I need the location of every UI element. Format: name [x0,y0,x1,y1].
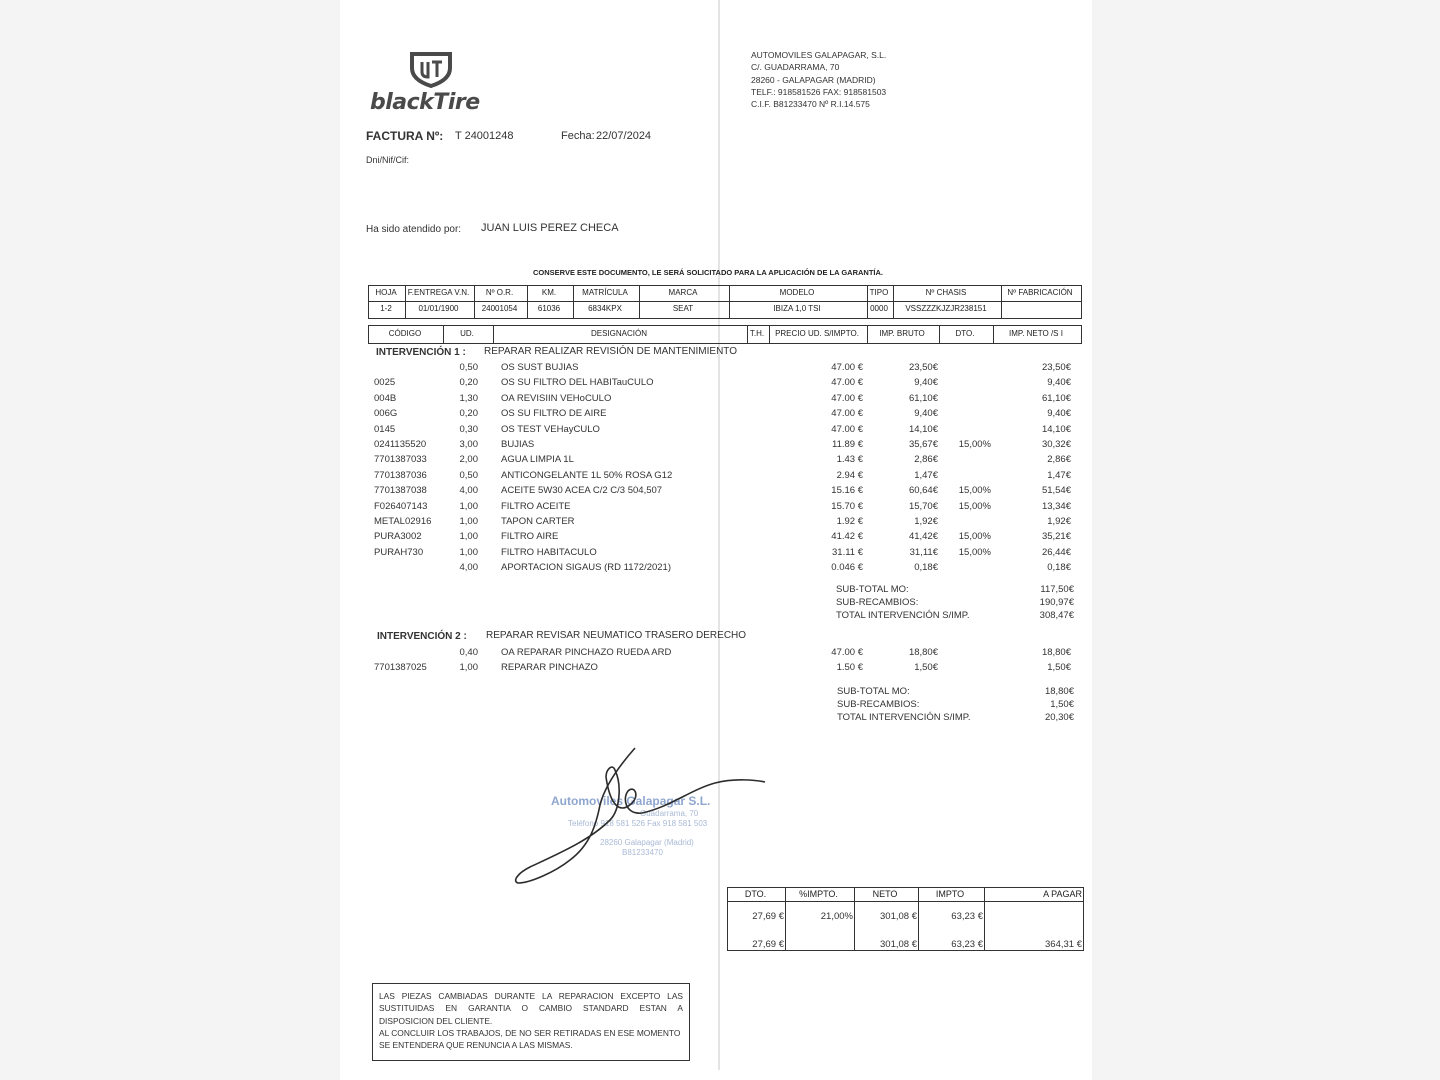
line-units: 1,00 [459,546,478,558]
line-unit-price: 47.00 € [831,392,863,404]
disclaimer-box [372,983,690,1061]
line-units: 1,00 [459,516,478,527]
line-net: 30,32€ [1041,439,1071,450]
vehicle-header-or: Nº O.R. [485,288,514,297]
line-net: 0,18€ [1047,562,1071,574]
line-gross: 1,92€ [914,516,938,527]
line-code: 7701387036 [374,469,427,481]
line-description: REPARAR PINCHAZO [501,662,598,674]
line-description: ACEITE 5W30 ACEA C/2 C/3 504,507 [501,485,663,497]
line-gross: 2,86€ [914,454,938,466]
line-code: 7701387038 [374,485,427,497]
line-discount: 15,00% [958,500,991,512]
totals-dto-2: 27,69 € [752,939,784,950]
line-unit-price: 11.89 € [832,439,863,450]
line-description: OA REPARAR PINCHAZO RUEDA ARD [501,647,672,658]
vehicle-header-tipo: TIPO [869,288,889,297]
col-precio: PRECIO UD. S/IMPTO. [775,329,859,338]
line-unit-price: 47.00 € [831,408,863,420]
line-gross: 61,10€ [908,392,938,404]
line-description: AGUA LIMPIA 1L [501,454,574,466]
line-description: OS SU FILTRO DEL HABITauCULO [501,377,654,389]
line-code: 0241135520 [374,439,427,450]
line-code: PURAH730 [374,546,424,558]
line-units: 0,20 [459,408,478,420]
line-units: 0,20 [459,377,478,389]
intervention2-subtotal-labels [837,685,971,724]
line-description: FILTRO ACEITE [501,500,571,512]
line-code: PURA3002 [374,531,422,543]
col-bruto: IMP. BRUTO [879,329,925,338]
line-net: 9,40€ [1047,377,1071,389]
total-a-pagar: 364,31 € [1045,939,1082,950]
line-code: F026407143 [374,500,428,512]
col-neto: IMP. NETO /S I [1009,329,1063,338]
vehicle-header-fabricacion: Nº FABRICACIÓN [1007,288,1073,297]
subtotal-mo-label: SUB-TOTAL MO: [836,584,909,595]
total2-intervention-label: TOTAL INTERVENCIÓN S/IMP. [837,712,971,723]
line-code: 0025 [374,377,396,389]
line-net: 1,47€ [1047,469,1071,481]
line-discount: 15,00% [958,485,991,497]
col-ud: UD. [460,329,474,338]
table-row [0,424,1440,439]
line-unit-price: 15.16 € [831,485,863,497]
line-description: OS SU FILTRO DE AIRE [501,408,607,420]
line-unit-price: 41.42 € [831,531,863,543]
col-codigo: CÓDIGO [388,329,422,338]
line-gross: 1,50€ [914,662,938,674]
line-net: 2,86€ [1047,454,1071,466]
line-unit-price: 47.00 € [831,423,863,435]
company-street: C/. GUADARRAMA, 70 [751,62,840,73]
subtotal2-recambios-value: 1,50€ [1050,699,1074,710]
line-net: 13,34€ [1041,500,1071,512]
line-code: 0145 [374,423,396,435]
dni-label: Dni/Nif/Cif: [366,155,410,165]
line-gross: 9,40€ [914,377,938,389]
table-row [0,439,1440,454]
line-description: ANTICONGELANTE 1L 50% ROSA G12 [501,469,673,481]
line-net: 1,92€ [1047,516,1071,527]
totals-neto-1: 301,08 € [880,911,917,922]
company-name: AUTOMOVILES GALAPAGAR, S.L. [751,50,887,60]
line-gross: 15,70€ [908,500,938,512]
subtotal-recambios-value: 190,97€ [1039,597,1074,608]
table-row [0,393,1440,408]
total-intervention-value: 308,47€ [1039,610,1074,621]
line-net: 23,50€ [1041,362,1071,373]
line-discount: 15,00% [958,439,991,450]
vehicle-header-modelo: MODELO [779,288,815,297]
totals-header-dto: DTO. [744,889,767,899]
line-gross: 35,67€ [908,439,938,450]
line-gross: 31,11€ [909,546,938,558]
line-unit-price: 47.00 € [831,377,863,389]
line-description: FILTRO HABITACULO [501,546,597,558]
line-gross: 18,80€ [908,647,938,658]
disclaimer-line-3: DISPOSICION DEL CLIENTE. [379,1015,493,1026]
line-unit-price: 31.11 € [832,546,863,558]
line-code: 006G [374,408,398,420]
attended-label: Ha sido atendido por: [366,224,462,235]
table-row [0,516,1440,531]
table-row [0,647,1440,662]
line-description: TAPON CARTER [501,516,575,527]
line-description: OA REVISIIN VEHoCULO [501,392,612,404]
line-net: 35,21€ [1041,531,1071,543]
line-unit-price: 1.92 € [836,516,863,527]
line-description: APORTACION SIGAUS (RD 1172/2021) [501,562,672,574]
intervention2-subtotal-values [1000,685,1074,724]
subtotal-mo-value: 117,50€ [1040,584,1074,595]
table-row [0,662,1440,677]
totals-header-impto: IMPTO [935,889,965,899]
table-row [0,454,1440,469]
invoice-date: 22/07/2024 [596,130,652,142]
line-units: 1,00 [459,500,478,512]
vehicle-km: 61036 [537,304,561,313]
company-cif: C.I.F. B81233470 Nº R.I.14.575 [751,99,870,110]
warranty-notice: CONSERVE ESTE DOCUMENTO, LE SERÁ SOLICITADO PARA LA APLICACIÓN DE LA GARANTÍA. [533,268,884,277]
line-code: 7701387025 [374,662,427,674]
stamp-cif: B81233470 [622,848,663,857]
line-units: 0,30 [459,423,478,435]
table-row [0,377,1440,392]
line-net: 26,44€ [1041,546,1071,558]
line-code: 004B [374,392,397,404]
table-row [0,362,1440,377]
disclaimer-line-2: SUSTITUIDAS EN GARANTIA O CAMBIO STANDARD ESTAN A [379,1003,683,1014]
intervention1-title: REPARAR REALIZAR REVISIÓN DE MANTENIMIENTO [484,346,738,357]
totals-impto-1: 63,23 € [951,911,983,922]
company-info [751,49,886,110]
line-units: 3,00 [459,439,478,450]
vehicle-entrega: 01/01/1900 [418,304,459,313]
line-unit-price: 1.43 € [836,454,863,466]
stamp-street: Guadarrama, 70 [640,809,699,818]
line-units: 0,50 [459,362,478,373]
shield-logo-icon [408,50,454,88]
vehicle-header-km: KM. [541,288,557,297]
col-dto: DTO. [955,329,975,338]
line-discount: 15,00% [958,546,991,558]
line-gross: 9,40€ [914,408,938,420]
line-description: OS TEST VEHayCULO [501,423,600,435]
table-row [0,408,1440,423]
vehicle-modelo: IBIZA 1,0 TSI [773,304,821,313]
vehicle-or: 24001054 [481,304,518,313]
vehicle-header-chasis: Nº CHASIS [925,288,967,297]
line-units: 0,40 [459,647,478,658]
intervention1-label: INTERVENCIÓN 1 : [376,347,466,358]
line-unit-price: 2.94 € [836,469,863,481]
line-unit-price: 47.00 € [831,647,863,658]
line-net: 18,80€ [1041,647,1071,658]
totals-dto-1: 27,69 € [752,911,784,922]
line-gross: 1,47€ [914,469,938,481]
subtotal2-mo-label: SUB-TOTAL MO: [837,686,910,697]
line-units: 1,00 [459,662,478,674]
vehicle-matricula: 6834KPX [588,304,622,313]
line-discount: 15,00% [958,531,991,543]
invoice-number: T 24001248 [455,130,514,142]
vehicle-header-matricula: MATRÍCULA [582,288,628,297]
intervention2-label: INTERVENCIÓN 2 : [377,631,467,642]
line-gross: 0,18€ [914,562,938,574]
totals-impto-2: 63,23 € [951,939,983,950]
line-unit-price: 0.046 € [831,562,863,574]
table-row [0,485,1440,500]
table-row [0,531,1440,546]
disclaimer-line-4: AL CONCLUIR LOS TRABAJOS, DE NO SER RETIRADAS EN ESE MOMENTO [379,1027,681,1038]
total-intervention-label: TOTAL INTERVENCIÓN S/IMP. [836,610,970,621]
intervention1-subtotal-values [1000,583,1074,622]
vehicle-header-hoja: HOJA [375,288,397,297]
line-units: 1,30 [459,392,478,404]
totals-header-impto-pct: %IMPTO. [799,889,838,899]
line-units: 4,00 [459,485,478,497]
totals-neto-2: 301,08 € [880,939,917,950]
company-phone: TELF.: 918581526 FAX: 918581503 [751,86,887,97]
vehicle-header-entrega: F.ENTREGA V.N. [407,288,470,297]
table-row [0,470,1440,485]
line-gross: 23,50€ [908,362,938,373]
totals-impto-pct-1: 21,00% [820,911,853,922]
company-city: 28260 - GALAPAGAR (MADRID) [751,74,876,85]
line-unit-price: 15.70 € [831,500,863,512]
totals-header-neto: NETO [872,889,898,899]
vehicle-marca: SEAT [672,304,694,313]
line-net: 61,10€ [1041,392,1071,404]
line-gross: 14,10€ [908,423,938,435]
brand-logo: blackTire [370,90,480,115]
line-description: FILTRO AIRE [501,531,559,543]
invoice-date-label: Fecha: [561,130,595,142]
subtotal2-recambios-label: SUB-RECAMBIOS: [837,699,920,710]
line-net: 9,40€ [1047,408,1071,420]
line-code: 7701387033 [374,454,427,466]
table-row [0,547,1440,562]
line-code: METAL02916 [374,516,432,527]
line-units: 4,00 [459,562,478,574]
table-row [0,501,1440,516]
col-designacion: DESIGNACIÓN [590,329,647,338]
line-description: OS SUST BUJIAS [501,362,579,373]
disclaimer-line-5: SE ENTENDERA QUE RENUNCIA A LAS MISMAS. [379,1040,573,1051]
vehicle-header-marca: MARCA [668,288,698,297]
totals-header-a-pagar: A PAGAR [1043,889,1082,899]
vehicle-tipo: 0000 [870,304,888,313]
line-gross: 41,42€ [908,531,938,543]
invoice-number-label: FACTURA Nº: [366,129,444,143]
signature [510,745,770,890]
attended-by: JUAN LUIS PEREZ CHECA [481,222,619,234]
subtotal2-mo-value: 18,80€ [1044,686,1074,697]
line-unit-price: 47.00 € [831,362,863,373]
col-th: T.H. [749,329,765,338]
stamp-city: 28260 Galapagar (Madrid) [600,838,694,847]
disclaimer-line-1: LAS PIEZAS CAMBIADAS DURANTE LA REPARACION EXCEPTO LAS [379,991,683,1001]
vehicle-hoja: 1-2 [380,304,392,313]
line-units: 0,50 [459,469,478,481]
intervention1-subtotal-labels [836,583,970,622]
line-units: 2,00 [459,454,478,466]
stamp-phone: Teléfono 918 581 526 Fax 918 581 503 [568,819,708,828]
table-row [0,562,1440,577]
line-net: 14,10€ [1041,423,1071,435]
line-net: 51,54€ [1041,485,1071,497]
line-unit-price: 1.50 € [836,662,863,674]
line-description: BUJIAS [501,439,535,450]
total2-intervention-value: 20,30€ [1044,712,1074,723]
intervention2-title: REPARAR REVISAR NEUMATICO TRASERO DERECHO [486,630,747,641]
line-net: 1,50€ [1047,662,1071,674]
vehicle-chasis: VSSZZZKJZJR238151 [905,304,987,313]
subtotal-recambios-label: SUB-RECAMBIOS: [836,597,919,608]
line-gross: 60,64€ [908,485,938,497]
line-units: 1,00 [459,531,478,543]
stamp-company: Automoviles Galapagar S.L. [551,794,711,808]
